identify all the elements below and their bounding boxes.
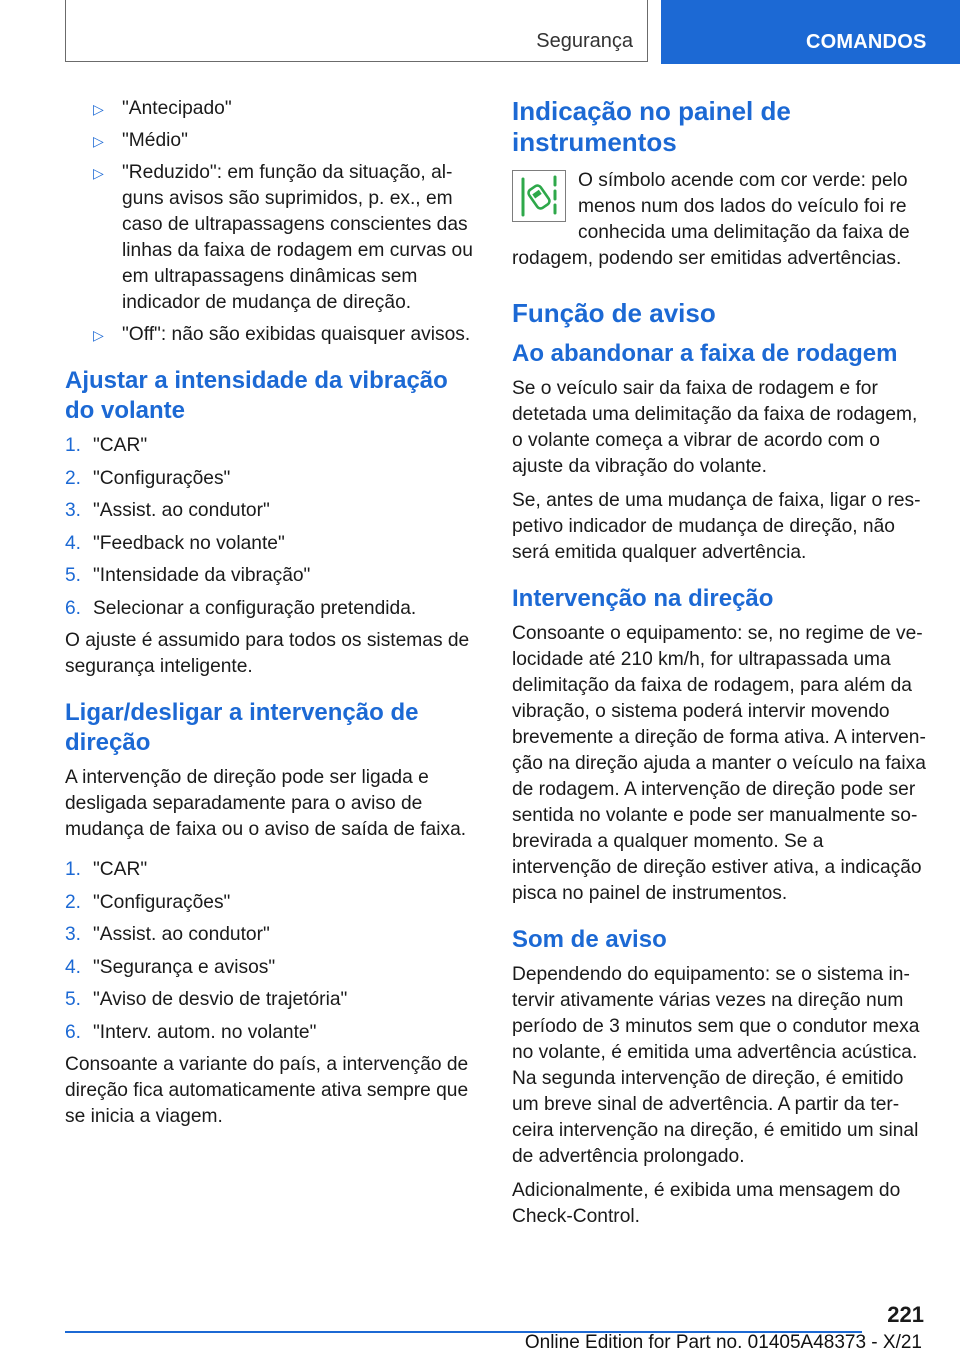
step-item: [65, 890, 477, 916]
mode-list: [65, 96, 477, 348]
warning-sound-text-2: Adicionalmente, é exibida uma mensagem do Check-Control.: [512, 1180, 901, 1227]
mode-text: "Off": não são exibidas quaisquer avisos.: [122, 324, 471, 345]
page-number: 221: [887, 1302, 924, 1327]
triangle-bullet-icon: ▷: [93, 133, 104, 149]
leaving-lane-text-2: Se, antes de uma mudança de faixa, ligar o respetivo indicador de mudança de direção, não será emitida qualquer advertência.: [512, 490, 921, 563]
header-section-title: Segurança: [536, 30, 633, 52]
vibration-note: O ajuste é assumido para todos os sistemas de segurança inteligente.: [65, 630, 470, 677]
mode-item: [65, 160, 477, 316]
step-text: "CAR": [93, 435, 148, 456]
display-heading: Indicação no painel de instrumentos: [512, 96, 791, 157]
footer-edition: Online Edition for Part no. 01405A48373 - X/21: [524, 1332, 922, 1353]
step-number: 3.: [65, 500, 82, 521]
intervention-note: Consoante a variante do país, a intervenção de direção fica automaticamente ativa sempre que se inicia a viagem.: [65, 1054, 469, 1127]
step-text: "CAR": [93, 859, 148, 880]
step-item: [65, 1020, 477, 1046]
step-number: 2.: [65, 891, 82, 913]
header-section-box: [65, 0, 648, 62]
step-item: [65, 922, 477, 948]
display-line-2: menos num dos lados do veículo foi re: [578, 196, 907, 217]
step-text: "Aviso de desvio de trajetória": [93, 989, 348, 1010]
step-text: "Intensidade da vibração": [93, 565, 311, 586]
intervention-steps: [65, 857, 477, 1046]
vibration-heading: Ajustar a intensidade da vibração do volante: [65, 367, 448, 424]
warning-sound-heading: Som de aviso: [512, 926, 667, 953]
left-column: [65, 96, 477, 1138]
step-number: 5.: [65, 989, 82, 1010]
step-text: Selecionar a configuração pretendida.: [93, 597, 417, 619]
step-text: "Assist. ao condutor": [93, 924, 270, 945]
triangle-bullet-icon: ▷: [93, 327, 104, 343]
display-line-1: O símbolo acende com cor verde: pelo: [578, 170, 908, 191]
step-number: 3.: [65, 924, 82, 945]
mode-item: [65, 322, 477, 348]
display-line-4: rodagem, podendo ser emitidas advertências.: [512, 248, 902, 269]
step-text: "Configurações": [93, 467, 231, 489]
step-item: [65, 955, 477, 981]
step-item: [65, 563, 477, 589]
triangle-bullet-icon: ▷: [93, 165, 104, 181]
step-item: [65, 531, 477, 557]
leaving-lane-text-1: Se o veículo sair da faixa de rodagem e for detetada uma delimitação da faixa de rodagem, o volante começa a vibrar de acordo com o ajuste da vibração do volante.: [512, 378, 918, 477]
step-number: 2.: [65, 467, 82, 489]
step-item: [65, 596, 477, 622]
step-number: 4.: [65, 532, 82, 554]
step-item: [65, 466, 477, 492]
step-item: [65, 498, 477, 524]
step-number: 1.: [65, 435, 82, 456]
step-text: "Segurança e avisos": [93, 956, 276, 978]
step-number: 4.: [65, 956, 82, 978]
step-item: [65, 857, 477, 883]
intervention-intro: A intervenção de direção pode ser ligada e desligada separadamente para o aviso de mudança de faixa ou o aviso de saída de faixa.: [65, 767, 467, 840]
mode-text: "Médio": [122, 130, 188, 151]
warning-heading: Função de aviso: [512, 298, 716, 328]
step-number: 6.: [65, 597, 82, 619]
intervention-heading: Ligar/desligar a intervenção de direção: [65, 699, 419, 756]
step-item: [65, 987, 477, 1013]
step-number: 5.: [65, 565, 82, 586]
step-text: "Interv. autom. no volante": [93, 1021, 317, 1043]
mode-text: "Reduzido": em função da situação, alguns avisos são suprimidos, p. ex., em caso de ultrapassagens conscientes das linhas da faixa de rodagem em curvas ou em ultrapassagens dinâmicas sem indicador de mudança de direção.: [122, 162, 473, 313]
mode-item: [65, 96, 477, 122]
steering-intervention-text: Consoante o equipamento: se, no regime de velocidade até 210 km/h, for ultrapassada uma delimitação da faixa de rodagem, para além da vibração, o sistema poderá intervir movendo brevemente a direção de forma ativa. A intervenção na direção ajuda a manter o veículo na faixa de rodagem. A intervenção de direção pode ser sentida no volante e pode ser manualmente sobrevirada a qualquer momento. Se a intervenção de direção estiver ativa, a indicação pisca no painel de instrumentos.: [512, 623, 926, 904]
header-chapter-label: COMANDOS: [806, 31, 927, 53]
mode-text: "Antecipado": [122, 98, 232, 119]
right-column: [512, 96, 926, 1238]
page-header: [0, 0, 960, 66]
header-chapter-tab: [661, 0, 960, 64]
lane-departure-icon: [512, 170, 566, 222]
step-text: "Configurações": [93, 891, 231, 913]
step-text: "Assist. ao condutor": [93, 500, 270, 521]
step-number: 6.: [65, 1021, 82, 1043]
warning-sound-text-1: Dependendo do equipamento: se o sistema intervir ativamente várias vezes na direção num período de 3 minutos sem que o condutor mexa no volante, é emitida uma advertência acústica. Na segunda intervenção de direção, é emitido um breve sinal de advertência. A partir da terceira intervenção na direção, é emitido um sinal de advertência prolongado.: [512, 964, 920, 1167]
step-number: 1.: [65, 859, 82, 880]
step-item: [65, 433, 477, 459]
vibration-steps: [65, 433, 477, 622]
display-line-3: conhecida uma delimitação da faixa de: [578, 222, 910, 243]
leaving-lane-heading: Ao abandonar a faixa de rodagem: [512, 340, 898, 367]
mode-item: [65, 128, 477, 154]
display-symbol-block: [512, 168, 926, 272]
steering-intervention-heading: Intervenção na direção: [512, 585, 774, 612]
step-text: "Feedback no volante": [93, 532, 285, 554]
triangle-bullet-icon: ▷: [93, 101, 104, 117]
